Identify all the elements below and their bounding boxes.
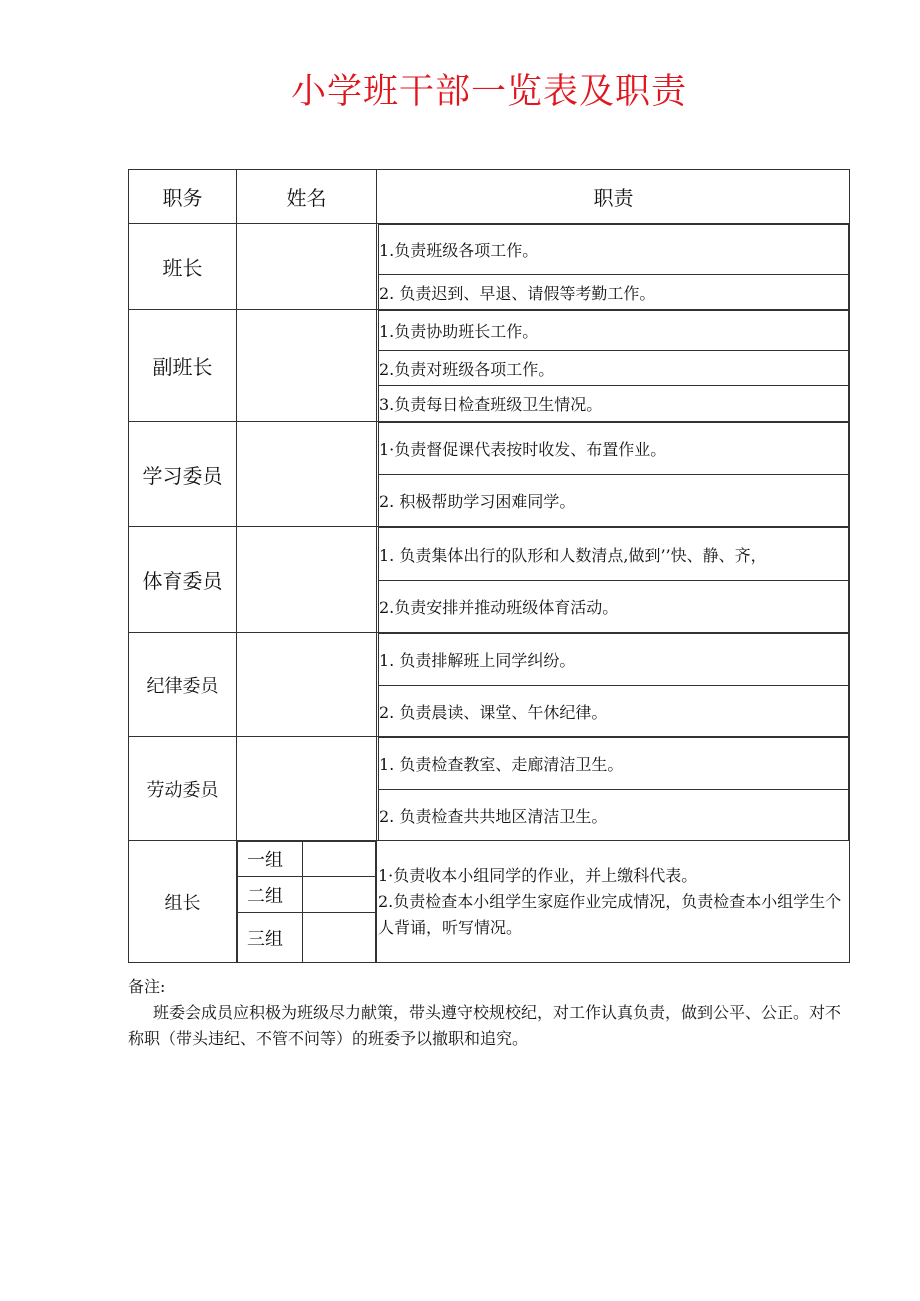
duty-item: 1. 负责集体出行的队形和人数清点,做到’’快、静、齐， — [379, 528, 849, 581]
position-cell: 学习委员 — [129, 422, 237, 527]
group-name-cell — [237, 841, 377, 963]
duty-item: 1.负责班级各项工作。 — [379, 225, 849, 275]
class-officers-table — [128, 169, 850, 963]
notes-text: 班委会成员应积极为班级尽力献策，带头遵守校规校纪，对工作认真负责，做到公平、公正。对不称职（带头违纪、不管不问等）的班委予以撤职和追究。 — [128, 1003, 842, 1048]
header-position: 职务 — [129, 170, 237, 224]
table-row — [129, 841, 850, 963]
duty-item: 2.负责安排并推动班级体育活动。 — [379, 581, 849, 633]
group-list — [237, 841, 376, 962]
duty-list — [378, 310, 849, 421]
group-label: 二组 — [238, 877, 303, 913]
duty-cell — [377, 527, 850, 633]
name-cell — [237, 422, 377, 527]
notes-label: 备注: — [128, 977, 166, 996]
duty-item: 1. 负责检查教室、走廊清洁卫生。 — [379, 738, 849, 790]
table-header-row — [129, 170, 850, 224]
duty-item: 1.负责协助班长工作。 — [379, 311, 849, 351]
table-row — [129, 633, 850, 737]
group-name — [303, 842, 376, 877]
duty-item: 2. 负责迟到、早退、请假等考勤工作。 — [379, 275, 849, 310]
group-name — [303, 913, 376, 963]
duty-item: 2. 积极帮助学习困难同学。 — [379, 475, 849, 527]
duty-cell — [377, 310, 850, 422]
position-cell: 组长 — [129, 841, 237, 963]
position-cell: 劳动委员 — [129, 737, 237, 841]
name-cell — [237, 310, 377, 422]
duty-cell — [377, 224, 850, 310]
duty-item: 3.负责每日检查班级卫生情况。 — [379, 386, 849, 422]
duty-cell — [377, 633, 850, 737]
duty-item: 2.负责对班级各项工作。 — [379, 351, 849, 386]
header-name: 姓名 — [237, 170, 377, 224]
document-title: 小学班干部一览表及职责 — [290, 72, 687, 112]
name-cell — [237, 527, 377, 633]
duty-item: 1. 负责排解班上同学纠纷。 — [379, 634, 849, 686]
group-label: 一组 — [238, 842, 303, 877]
name-cell — [237, 633, 377, 737]
position-cell: 体育委员 — [129, 527, 237, 633]
table-row — [129, 224, 850, 310]
table-row — [129, 527, 850, 633]
table-row — [129, 737, 850, 841]
position-cell: 副班长 — [129, 310, 237, 422]
duty-cell — [377, 841, 850, 963]
duty-item: 2. 负责检查共共地区清洁卫生。 — [379, 790, 849, 841]
duty-item: 1·负责收本小组同学的作业，并上缴科代表。 — [378, 865, 698, 885]
duty-cell — [377, 737, 850, 841]
duty-list — [378, 737, 849, 840]
position-cell: 纪律委员 — [129, 633, 237, 737]
name-cell — [237, 737, 377, 841]
duty-list — [378, 633, 849, 736]
duty-list — [378, 422, 849, 526]
name-cell — [237, 224, 377, 310]
duty-item: 1·负责督促课代表按时收发、布置作业。 — [379, 423, 849, 475]
group-name — [303, 877, 376, 913]
duty-item: 2.负责检查本小组学生家庭作业完成情况，负责检查本小组学生个人背诵，听写情况。 — [378, 891, 842, 937]
notes-section — [128, 974, 850, 1052]
table-row — [129, 422, 850, 527]
group-label: 三组 — [238, 913, 303, 963]
duty-item: 2. 负责晨读、课堂、午休纪律。 — [379, 686, 849, 737]
header-duty: 职责 — [377, 170, 850, 224]
position-cell: 班长 — [129, 224, 237, 310]
duty-cell — [377, 422, 850, 527]
table-row — [129, 310, 850, 422]
duty-list — [378, 527, 849, 632]
duty-list — [378, 224, 849, 309]
